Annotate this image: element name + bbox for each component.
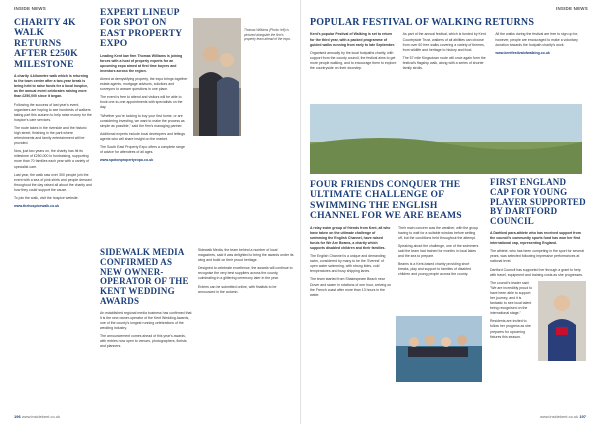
paragraph: The 57 mile Kingsdown route will once again form the festival's flagship walk, along with a series of shorter family strolls. <box>402 55 486 70</box>
photo-expert-team <box>193 18 241 136</box>
paragraph: To join the walk, visit the hospice website. <box>14 196 79 200</box>
headline-charity-walk: CHARITY 4K WALK RETURNS AFTER £250K MILESTONE <box>14 18 78 70</box>
paragraph: The event is free to attend and visitors will be able to book one-to-one appointments with specialists on the day. <box>100 95 183 110</box>
paragraph: As part of the annual festival, which is funded by Kent Countryside Trust, walkers of all abilities can choose from over 60 free walks covering a variety of themes, from wildlife and heritage to history and food. <box>402 32 486 52</box>
article-popular-festival <box>310 18 582 100</box>
paragraph: The council's leader said: "We are incredibly proud to have been able to support her journey, and it is fantastic to see local talent being recognised on the international stage." <box>490 280 533 316</box>
photo-caption: Thomas Williams (Photo: left) is pictured alongside the firm's property team ahead of the expo. <box>244 28 291 42</box>
headline-four-friends: FOUR FRIENDS CONQUER THE ULTIMATE CHALLENGE OF SWIMMING THE ENGLISH CHANNEL FOR WE ARE BEAMS <box>310 180 462 222</box>
paragraph: Organised annually by the local footpaths charity, with support from the county council, the festival aims to get more people walking, and to encourage them to explore the countryside on their doorstep. <box>310 50 397 70</box>
paragraph: The English Channel is a unique and demanding swim, considered by many to be the 'Everest' of open water swimming, with strong tides, cold temperatures and busy shipping lanes. <box>310 254 386 274</box>
paragraph: The athlete, who has been competing in the sport for several years, was selected following impressive performances at national level. <box>490 249 584 264</box>
paragraph: Aimed at demystifying property, the expo brings together estate agents, mortgage advisors, solicitors and surveyors to answer questions in one place. <box>100 77 188 92</box>
paragraph: A charity 4-kilometre walk which is returning to the town centre after a two-year break is being held to raise funds for a local hospice, as the annual event celebrates raising more than £250,000 since it began. <box>14 74 89 99</box>
paragraph: The South East Property Expo offers a complete range of advice for attendees of all ages. <box>100 145 185 155</box>
headline-first-england-cap: FIRST ENGLAND CAP FOR YOUNG PLAYER SUPPORTED BY DARTFORD COUNCIL <box>490 178 586 227</box>
section-tag-left: INSIDE NEWS <box>14 6 46 11</box>
page-spine <box>300 0 301 424</box>
page-number-left: 196 <box>14 414 21 419</box>
paragraph: Designed to celebrate excellence, the awards will continue to recognise the very best suppliers across the county, culminating in a glittering ceremony later in the year. <box>198 266 293 281</box>
paragraph: A Dartford para-athlete who has received support from the council's community sports fund has won her first international cap, representing England. <box>490 230 581 246</box>
photo-swimmers <box>396 316 482 382</box>
paragraph: Following the success of last year's event, organisers are hoping to see hundreds of walkers taking part this autumn to help raise money for the hospice's care services. <box>14 102 92 122</box>
paragraph: The route takes in the riverside and the historic high street, finishing in the park where refreshments and family entertainment will be provided. <box>14 125 87 146</box>
paragraph: Leading Kent law firm Thomas Williams is joining forces with a host of property experts for an upcoming expo aimed at first time buyers and investors across the region. <box>100 53 183 73</box>
article-charity-walk <box>14 18 92 408</box>
site-url-right[interactable]: www.insidekent.co.uk <box>539 414 579 419</box>
headline-sidewalk-media: SIDEWALK MEDIA CONFIRMED AS NEW OWNER-OPERATOR OF THE KENT WEDDING AWARDS <box>100 248 189 306</box>
section-tag-right: INSIDE NEWS <box>556 6 588 11</box>
photo-young-player-image <box>538 281 586 361</box>
article-expert-lineup <box>100 8 188 244</box>
paragraph: A relay swim group of friends from Kent, all who have taken on the ultimate challenge of swimming the English Channel, have raised funds for We Are Beams, a charity which supports disabled children and their families. <box>310 225 391 250</box>
paragraph: "Whether you're looking to buy your first home, or are considering investing, we want to make the process as simple as possible," said the firm's managing partner. <box>100 113 185 128</box>
site-url-left[interactable]: www.insidekent.co.uk <box>21 414 61 419</box>
photo-expert-team-image <box>193 18 241 136</box>
paragraph: Their main concern was the weather, with the group having to wait for a suitable window before setting off, but the conditions held throughout the attempt. <box>398 225 479 240</box>
footer-left <box>14 414 60 419</box>
charity-walk-link[interactable]: www.thehospicewalk.co.uk <box>14 204 60 209</box>
paragraph: The announcement comes ahead of this year's awards, with entries now open to venues, photographers, florists and planners. <box>100 334 187 349</box>
paragraph: An established regional media business has confirmed that it is the new owner-operator of the Kent Wedding Awards, one of the county's longest running celebrations of the wedding industry. <box>100 310 192 331</box>
photo-walkers <box>310 104 582 174</box>
paragraph: Dartford Council has supported her through a grant to help with travel, equipment and training costs as she progresses. <box>490 267 583 277</box>
paragraph: Beams is a Kent-based charity providing short breaks, play and support to families of disabled children and young people across the county. <box>398 262 471 277</box>
paragraph: Now, just two years on, the charity has hit its milestone of £250,000 in fundraising, supporting more than 70 families each year with a variety of specialist care. <box>14 149 90 169</box>
paragraph: Sidewalk Media, the team behind a number of local magazines, said it was delighted to bring the awards under its wing and build on their proud heritage. <box>198 248 294 263</box>
paragraph: Last year, the walk saw over 300 people join the event with a sea of pink shirts and people dressed throughout the day raised all about the charity and how they could support the cause. <box>14 172 92 192</box>
paragraph: Kent's popular Festival of Walking is set to return for the third year, with a packed programme of guided walks running from early to late September. <box>310 32 395 47</box>
article-first-england-cap <box>490 178 586 410</box>
photo-walkers-image <box>310 104 582 174</box>
paragraph: Additional experts include local developers and lettings agents who will share insight on the market. <box>100 131 186 141</box>
headline-popular-festival: POPULAR FESTIVAL OF WALKING RETURNS <box>310 18 535 28</box>
paragraph: All the walks during the festival are free to sign up for, however, people are encouraged to make a voluntary donation towards the footpath charity's work. <box>495 32 579 47</box>
photo-young-player <box>538 281 586 361</box>
page-number-right: 197 <box>579 414 586 419</box>
caption-expert-team <box>244 28 294 88</box>
headline-expert-lineup: EXPERT LINEUP FOR SPOT ON EAST PROPERTY EXPO <box>100 8 182 50</box>
paragraph: Speaking about the challenge, one of the swimmers said the team had trained for months in local lakes and the sea to prepare. <box>398 243 479 259</box>
paragraph: Residents are invited to follow her progress as she prepares for upcoming fixtures this season. <box>490 319 531 339</box>
photo-swimmers-image <box>396 316 482 382</box>
expo-link[interactable]: www.spotonpropertyexpo.co.uk <box>100 158 154 163</box>
paragraph: Entries can be submitted online, with finalists to be announced in the autumn. <box>198 284 277 294</box>
footer-right <box>540 414 586 419</box>
paragraph: The team started from Shakespeare Beach near Dover and swam in rotations of one hour, arriving on the French coast after more than 13 hours in the water. <box>310 277 392 297</box>
festival-link[interactable]: www.kentfestivalofwalking.co.uk <box>495 50 550 55</box>
article-sidewalk-media <box>100 248 296 408</box>
